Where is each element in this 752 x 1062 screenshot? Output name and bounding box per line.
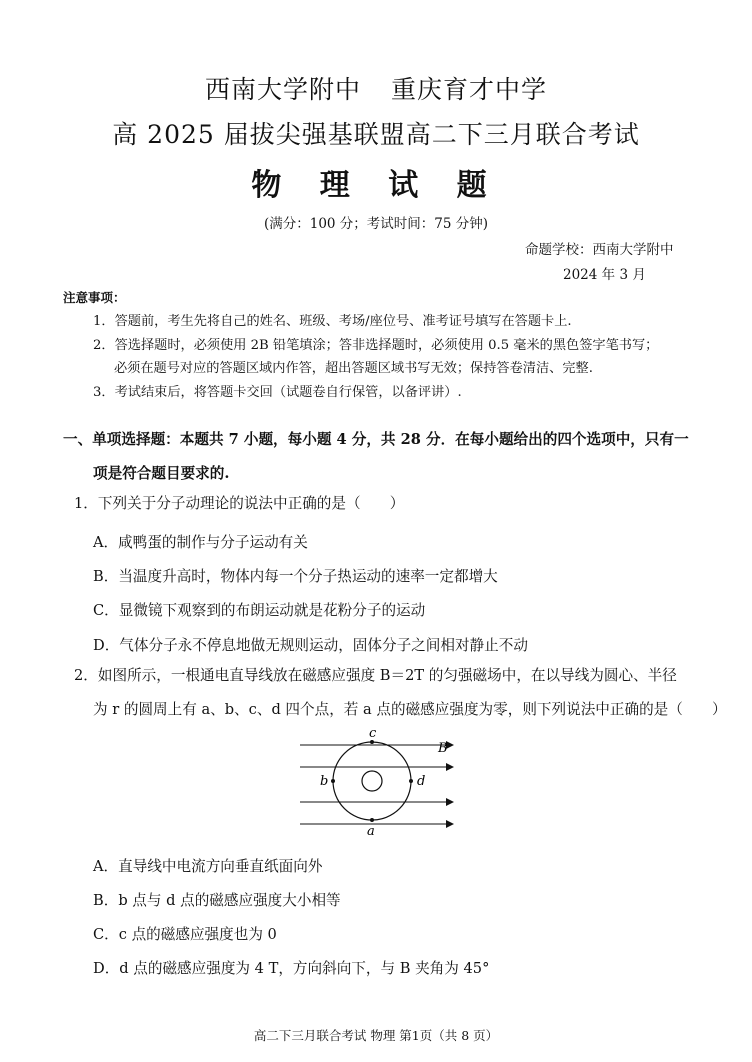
notice-item-2-cont: 必须在题号对应的答题区域内作答，超出答题区域书写无效；保持答卷清洁、完整. (114, 361, 593, 376)
point-a (370, 818, 374, 822)
label-field-b: B (438, 741, 448, 756)
question-1-stem: 1．下列关于分子动理论的说法中正确的是（ ） (74, 495, 405, 512)
point-b (331, 779, 335, 783)
question-1-option-a: A．咸鸭蛋的制作与分子运动有关 (93, 534, 308, 551)
point-d (409, 779, 413, 783)
notice-item-1: 1．答题前，考生先将自己的姓名、班级、考场/座位号、准考证号填写在答题卡上. (93, 314, 572, 329)
question-1-option-c: C．显微镜下观察到的布朗运动就是花粉分子的运动 (93, 602, 426, 619)
notice-item-2: 2．答选择题时，必须使用 2B 铅笔填涂；答非选择题时，必须使用 0.5 毫米的黑色签字笔书写； (93, 338, 659, 353)
score-time: (满分：100 分；考试时间：75 分钟) (263, 216, 489, 232)
label-a: a (367, 824, 375, 839)
school-name-2: 重庆育才中学 (391, 75, 548, 104)
question-1-option-d: D．气体分子永不停息地做无规则运动，固体分子之间相对静止不动 (93, 637, 528, 654)
school-names (0, 70, 752, 106)
exam-date: 2024 年 3 月 (563, 267, 646, 283)
label-c: c (369, 726, 377, 741)
question-2-stem-line2: 为 r 的圆周上有 a、b、c、d 四个点，若 a 点的磁感应强度为零，则下列说法中正确的是（ ） (93, 701, 727, 718)
label-b: b (320, 774, 329, 789)
school-name-1: 西南大学附中 (204, 75, 361, 104)
question-2-stem-line1: 2．如图所示，一根通电直导线放在磁感应强度 B＝2T 的匀强磁场中，在以导线为圆心、半径 (74, 667, 677, 684)
section-heading-cont: 项是符合题目要求的. (93, 465, 230, 482)
label-d: d (417, 774, 426, 789)
question-2-option-c: C．c 点的磁感应强度也为 0 (93, 926, 277, 943)
exam-name: 高 2025 届拔尖强基联盟高二下三月联合考试 (112, 120, 640, 149)
page-title: 物 理 试 题 (251, 168, 501, 203)
notice-heading: 注意事项： (63, 290, 126, 305)
page-footer: 高二下三月联合考试 物理 第1页（共 8 页） (253, 1028, 499, 1043)
magnetic-field-figure (295, 725, 465, 840)
section-heading: 一、单项选择题：本题共 7 小题，每小题 4 分，共 28 分．在每小题给出的四个选项中，只有一 (63, 431, 689, 448)
question-1-option-b: B．当温度升高时，物体内每一个分子热运动的速率一定都增大 (93, 568, 498, 585)
question-2-option-d: D．d 点的磁感应强度为 4 T，方向斜向下，与 B 夹角为 45° (93, 960, 490, 977)
setter-school: 命题学校：西南大学附中 (525, 242, 674, 258)
question-2-option-b: B．b 点与 d 点的磁感应强度大小相等 (93, 892, 341, 909)
notice-item-3: 3．考试结束后，将答题卡交回（试题卷自行保管，以备评讲）. (93, 385, 462, 400)
wire-cross-section (362, 771, 382, 791)
question-2-option-a: A．直导线中电流方向垂直纸面向外 (93, 858, 323, 875)
